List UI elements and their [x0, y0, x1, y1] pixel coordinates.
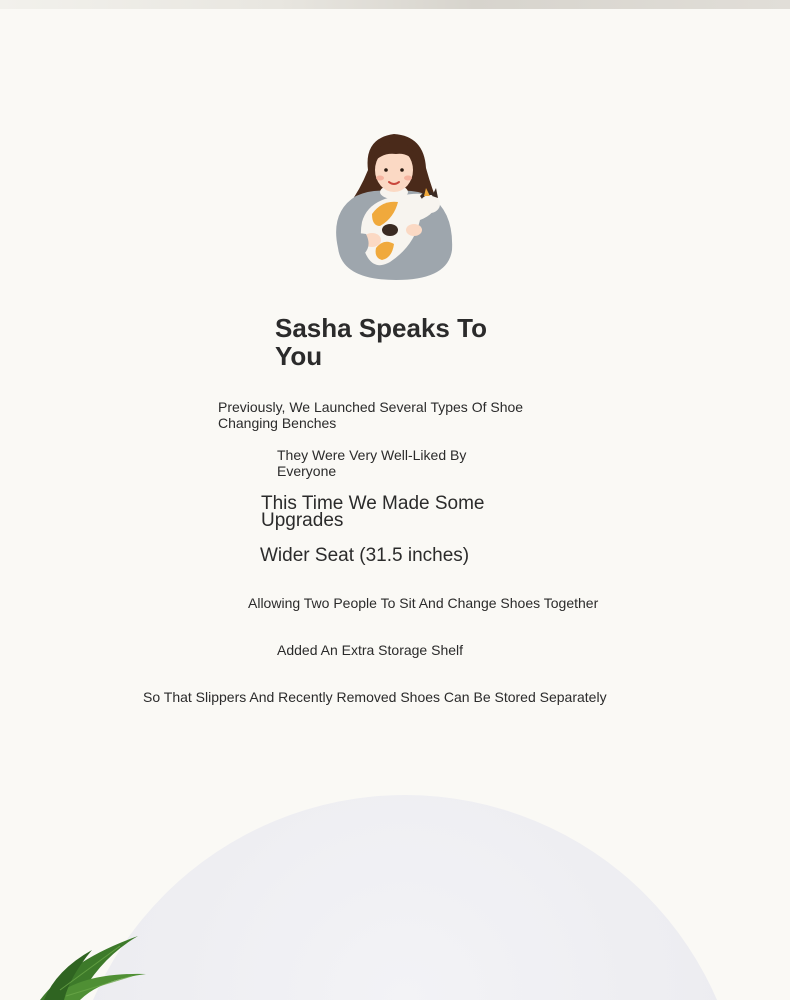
story-line-7: So That Slippers And Recently Removed Shoes Can Be Stored Separately — [143, 689, 607, 705]
story-line-1: Previously, We Launched Several Types Of Shoe Changing Benches — [218, 399, 524, 431]
decorative-scene — [0, 790, 790, 1000]
top-image-strip — [0, 0, 790, 9]
page-title: Sasha Speaks To You — [275, 313, 487, 371]
woman-holding-cat-illustration-icon — [328, 130, 456, 282]
story-line-6: Added An Extra Storage Shelf — [277, 642, 464, 658]
arch-backdrop — [65, 795, 745, 1000]
story-line-4: Wider Seat (31.5 inches) — [260, 545, 470, 566]
story-line-2: They Were Very Well-Liked By Everyone — [277, 447, 467, 479]
story-line-3: This Time We Made Some Upgrades — [261, 493, 485, 531]
story-line-5: Allowing Two People To Sit And Change Shoes Together — [248, 595, 599, 611]
